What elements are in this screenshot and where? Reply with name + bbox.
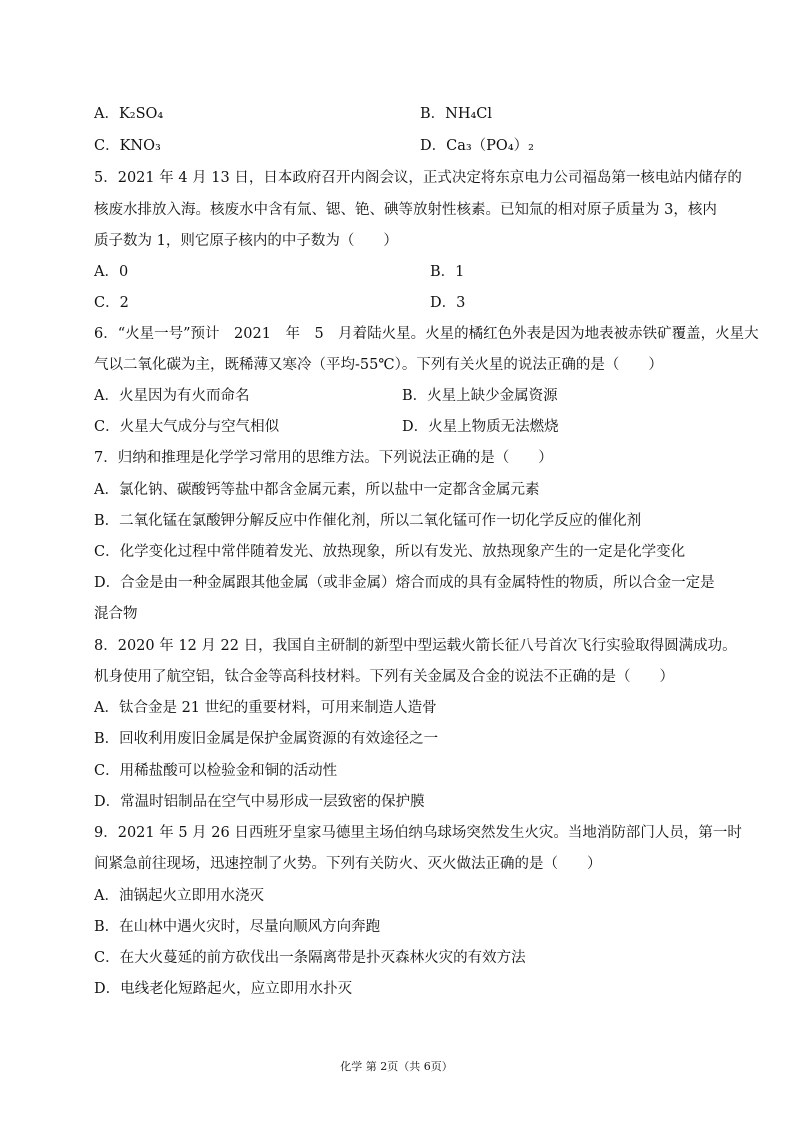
q7-option-d-line-1: D．合金是由一种金属跟其他金属（或非金属）熔合而成的具有金属特性的物质，所以合金一定是 [94,575,715,591]
q6-option-b: B．火星上缺少金属资源 [402,388,558,404]
q7-option-b: B．二氧化锰在氯酸钾分解反应中作催化剂，所以二氧化锰可作一切化学反应的催化剂 [94,513,642,529]
q8-stem-line-2: 机身使用了航空铝，钛合金等高科技材料。下列有关金属及合金的说法不正确的是（ ） [94,669,674,685]
q5-stem-line-2: 核废水排放入海。核废水中含有氚、锶、铯、碘等放射性核素。已知氚的相对原子质量为 3，核内 [94,202,717,218]
q4-option-a: A．K₂SO₄ [94,106,164,122]
q9-stem-line-1: 9．2021 年 5 月 26 日西班牙皇家马德里主场伯纳乌球场突然发生火灾。当地消防部门人员，第一时 [94,825,742,841]
q6-option-a: A．火星因为有火而命名 [94,388,250,404]
q6-stem-line-1: 6．“火星一号”预计 2021 年 5 月着陆火星。火星的橘红色外表是因为地表被赤铁矿覆盖，火星大 [94,326,759,342]
q9-option-d: D．电线老化短路起火，应立即用水扑灭 [94,981,353,997]
q9-option-a: A．油锅起火立即用水浇灭 [94,888,264,904]
q8-option-b: B．回收利用废旧金属是保护金属资源的有效途径之一 [94,731,439,747]
q8-stem-line-1: 8．2020 年 12 月 22 日，我国自主研制的新型中型运载火箭长征八号首次飞行实验取得圆满成功。 [94,638,737,654]
q4-option-b: B．NH₄Cl [420,106,493,122]
q7-stem: 7．归纳和推理是化学学习常用的思维方法。下列说法正确的是（ ） [94,450,553,466]
q5-option-c: C．2 [94,295,129,311]
q5-stem-line-1: 5．2021 年 4 月 13 日，日本政府召开内阁会议，正式决定将东京电力公司福岛第一核电站内储存的 [94,170,742,186]
q9-option-c: C．在大火蔓延的前方砍伐出一条隔离带是扑灭森林火灾的有效方法 [94,950,526,966]
q8-option-c: C．用稀盐酸可以检验金和铜的活动性 [94,763,338,779]
q4-option-c: C．KNO₃ [94,138,161,154]
q5-option-b: B．1 [430,264,465,280]
q7-option-a: A．氯化钠、碳酸钙等盐中都含金属元素，所以盐中一定都含金属元素 [94,482,540,498]
q6-stem-line-2: 气以二氧化碳为主，既稀薄又寒冷（平均-55℃）。下列有关火星的说法正确的是（ ） [94,357,663,373]
page-footer: 化学 第 2页（共 6页） [340,1060,453,1073]
q7-option-c: C．化学变化过程中常伴随着发光、放热现象，所以有发光、放热现象产生的一定是化学变化 [94,544,686,560]
q6-option-c: C．火星大气成分与空气相似 [94,419,280,435]
q8-option-a: A．钛合金是 21 世纪的重要材料，可用来制造人造骨 [94,700,437,716]
q7-option-d-line-2: 混合物 [94,606,138,622]
q5-option-a: A．0 [94,264,129,280]
q4-option-d: D．Ca₃（PO₄）₂ [420,138,534,154]
q8-option-d: D．常温时铝制品在空气中易形成一层致密的保护膜 [94,794,425,810]
q5-stem-line-3: 质子数为 1，则它原子核内的中子数为（ ） [94,233,398,249]
q5-option-d: D．3 [430,295,466,311]
q9-option-b: B．在山林中遇火灾时，尽量向顺风方向奔跑 [94,919,381,935]
q6-option-d: D．火星上物质无法燃烧 [402,419,559,435]
q9-stem-line-2: 间紧急前往现场，迅速控制了火势。下列有关防火、灭火做法正确的是（ ） [94,856,602,872]
